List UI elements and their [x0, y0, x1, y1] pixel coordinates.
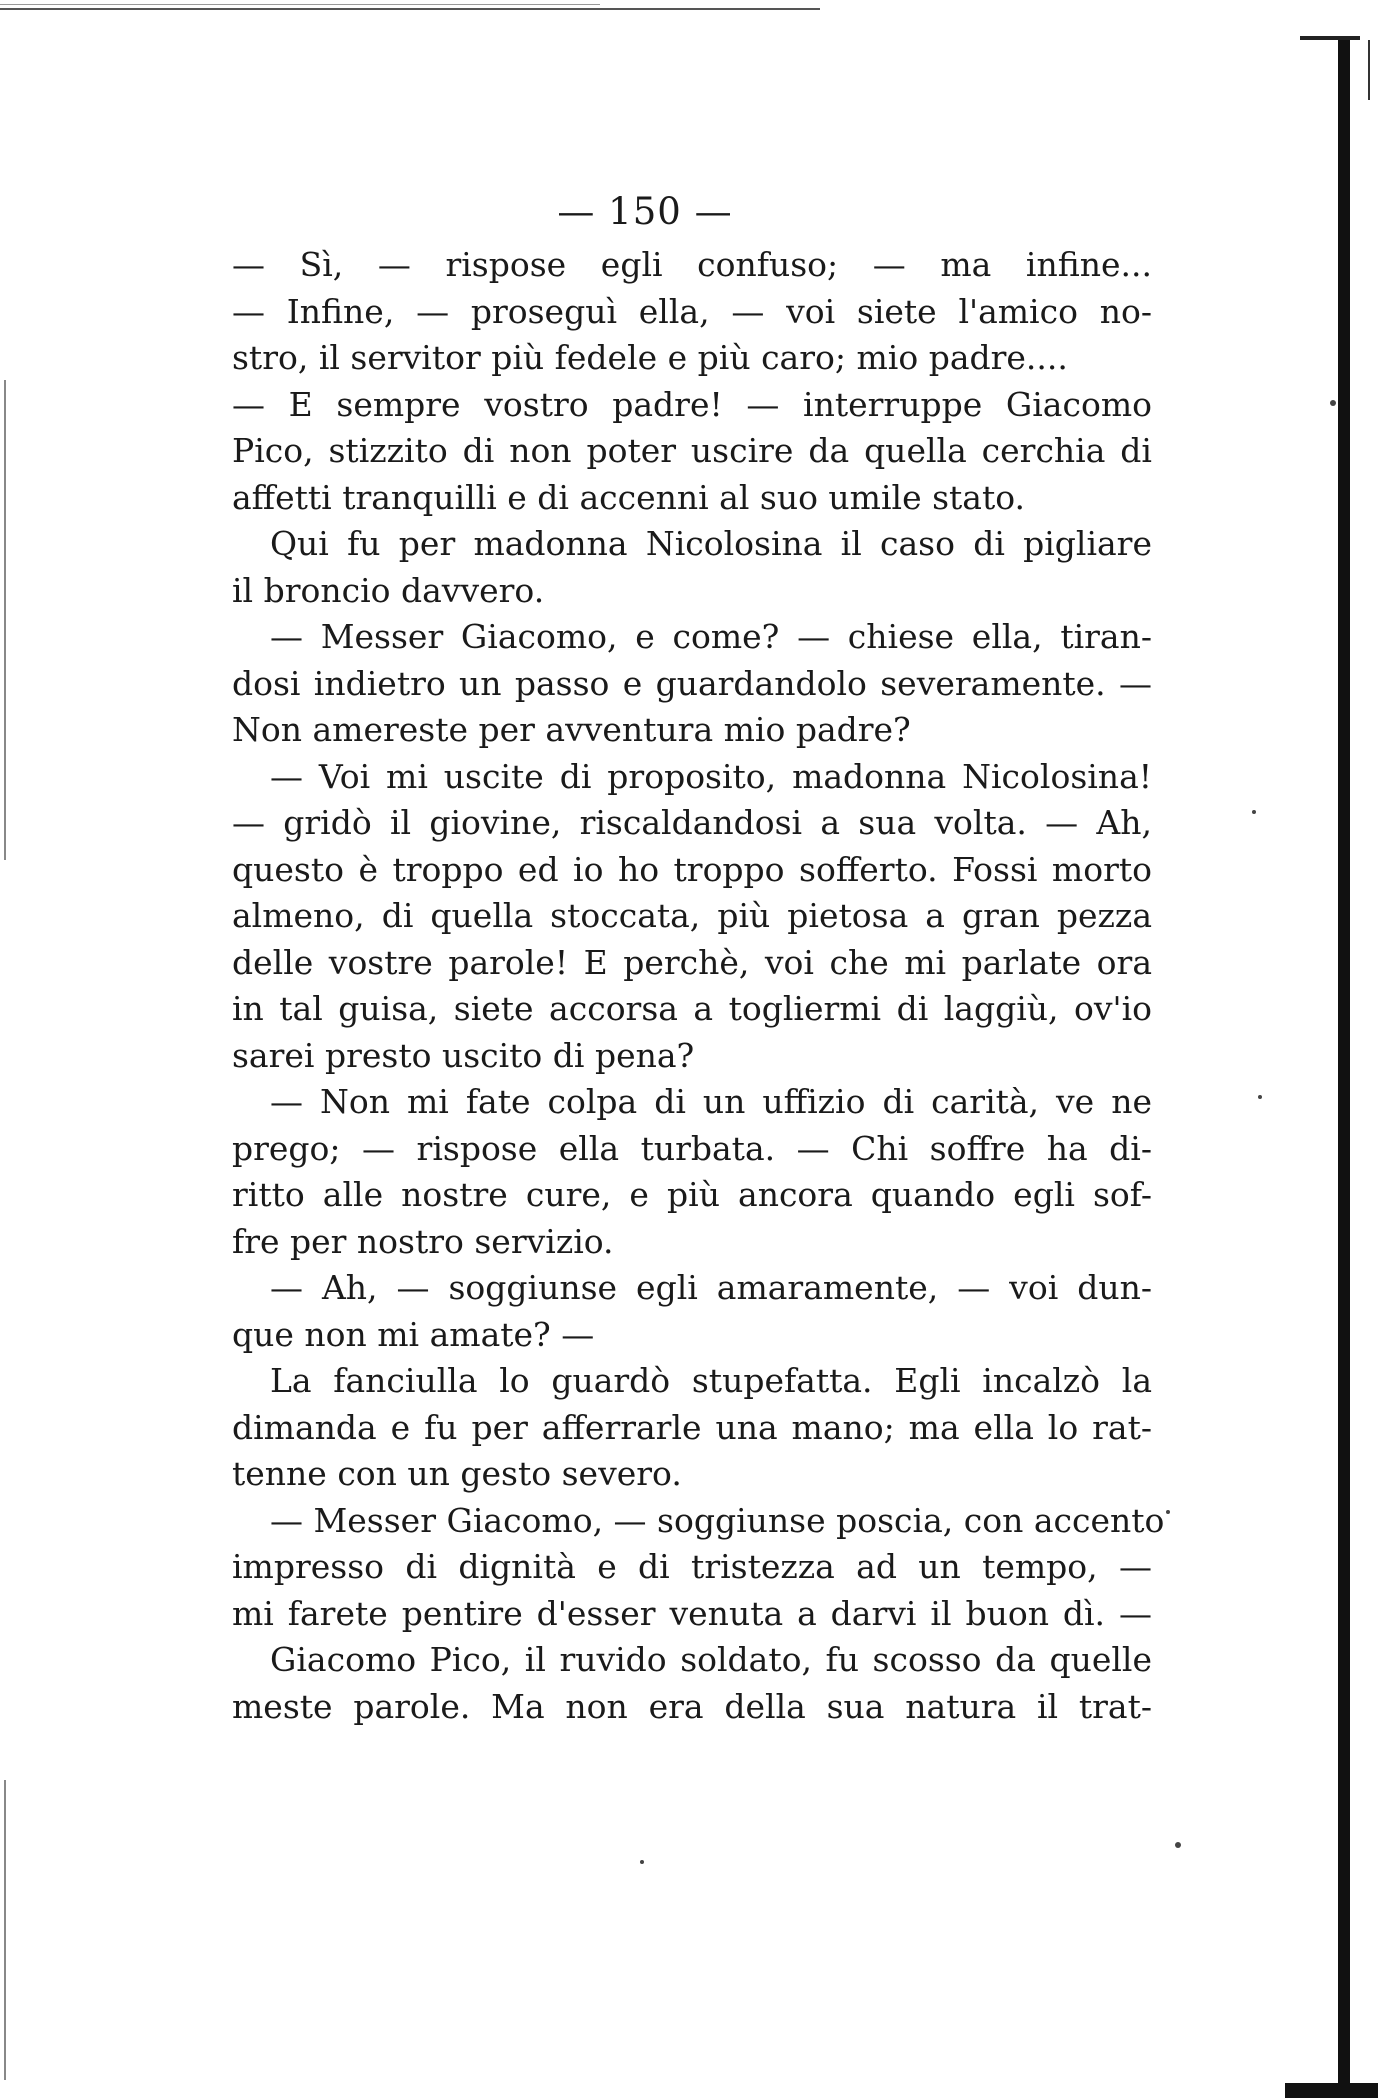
- text-line: in tal guisa, siete accorsa a togliermi di laggiù, ov'io: [232, 989, 1152, 1028]
- text-line: dimanda e fu per afferrarle una mano; ma ella lo rat-: [232, 1407, 1152, 1447]
- text-line: que non mi amate? —: [232, 1314, 595, 1354]
- ink-speck: [1252, 810, 1256, 814]
- text-line: — Voi mi uscite di proposito, madonna Nicolosina!: [270, 756, 1152, 796]
- text-line: fre per nostro servizio.: [232, 1221, 614, 1261]
- text-line: — Ah, — soggiunse egli amaramente, — voi dun-: [270, 1268, 1152, 1307]
- text-line: prego; — rispose ella turbata. — Chi soffre ha di-: [232, 1128, 1152, 1168]
- text-line: stro, il servitor più fedele e più caro; mio padre....: [232, 338, 1068, 377]
- left-margin-noise: [4, 380, 6, 860]
- text-line: — Infine, — proseguì ella, — voi siete l'amico no-: [232, 291, 1152, 331]
- text-line: — E sempre vostro padre! — interruppe Giacomo: [232, 384, 1152, 424]
- binding-edge-thin: [1368, 40, 1370, 100]
- text-line: Qui fu per madonna Nicolosina il caso di pigliare: [270, 524, 1152, 563]
- text-line: — gridò il giovine, riscaldandosi a sua volta. — Ah,: [232, 803, 1152, 842]
- text-line: Giacomo Pico, il ruvido soldato, fu scosso da quelle: [270, 1640, 1152, 1679]
- binding-edge-top: [1300, 36, 1360, 40]
- text-line: mi farete pentire d'esser venuta a darvi il buon dì. —: [232, 1593, 1152, 1633]
- text-line: tenne con un gesto severo.: [232, 1454, 682, 1493]
- ink-speck: [1166, 1510, 1170, 1514]
- text-line: dosi indietro un passo e guardandolo severamente. —: [232, 663, 1152, 703]
- text-line: affetti tranquilli e di accenni al suo umile stato.: [232, 477, 1026, 517]
- text-line: — Messer Giacomo, e come? — chiese ella, tiran-: [270, 617, 1152, 656]
- ink-speck: [1258, 1095, 1262, 1099]
- text-line: sarei presto uscito di pena?: [232, 1035, 695, 1075]
- text-line: La fanciulla lo guardò stupefatta. Egli incalzò la: [270, 1361, 1152, 1400]
- text-line: delle vostre parole! E perchè, voi che mi parlate ora: [232, 942, 1152, 982]
- text-line: questo è troppo ed io ho troppo sofferto. Fossi morto: [232, 849, 1152, 889]
- ink-speck: [1175, 1842, 1181, 1848]
- text-line: — Messer Giacomo, — soggiunse poscia, con accento: [270, 1500, 1165, 1540]
- text-line: impresso di dignità e di tristezza ad un tempo, —: [232, 1547, 1152, 1586]
- text-line: almeno, di quella stoccata, più pietosa a gran pezza: [232, 896, 1152, 935]
- ink-speck: [640, 1860, 644, 1864]
- binding-edge: [1338, 40, 1350, 2098]
- page-text: [232, 242, 1165, 1730]
- text-line: ritto alle nostre cure, e più ancora quando egli sof-: [232, 1175, 1152, 1214]
- text-line: Pico, stizzito di non poter uscire da quella cerchia di: [232, 431, 1152, 470]
- binding-edge-foot: [1285, 2083, 1378, 2098]
- text-line: — Sì, — rispose egli confuso; — ma infine...: [232, 245, 1152, 284]
- left-margin-noise: [4, 1780, 6, 2080]
- ink-speck: [1330, 400, 1336, 406]
- scan-edge-line: [0, 4, 600, 5]
- scan-edge-rule: [0, 8, 820, 10]
- text-line: Non amereste per avventura mio padre?: [232, 710, 911, 749]
- text-line: il broncio davvero.: [232, 570, 545, 610]
- text-line: — Non mi fate colpa di un uffizio di carità, ve ne: [270, 1082, 1152, 1121]
- text-line: meste parole. Ma non era della sua natura il trat-: [232, 1686, 1152, 1726]
- page-number: — 150 —: [557, 190, 733, 233]
